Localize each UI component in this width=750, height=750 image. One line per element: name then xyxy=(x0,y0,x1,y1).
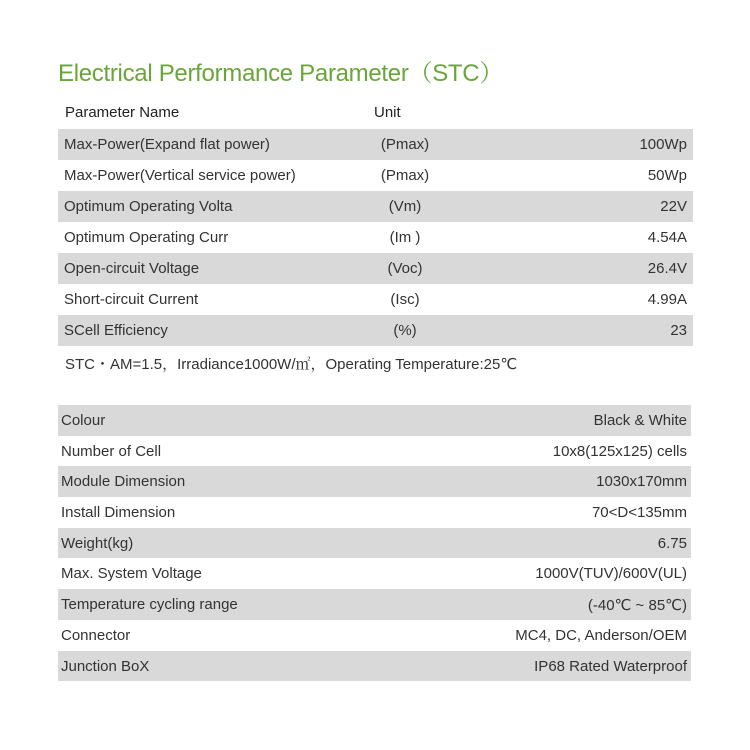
parameter-name: Max-Power(Expand flat power) xyxy=(64,136,270,153)
spec-name: Connector xyxy=(61,626,131,644)
spec-name: Number of Cell xyxy=(61,442,162,460)
header-parameter-name: Parameter Name xyxy=(65,104,180,121)
table-row xyxy=(58,253,693,284)
parameter-unit: (%) xyxy=(393,322,417,339)
spec-value: 1000V(TUV)/600V(UL) xyxy=(535,565,687,583)
parameter-name: Max-Power(Vertical service power) xyxy=(64,167,296,184)
parameter-unit: (Vm) xyxy=(388,198,422,215)
spec-name: Module Dimension xyxy=(61,473,186,491)
table-row xyxy=(58,405,691,436)
table-row xyxy=(58,160,693,191)
table-row xyxy=(58,497,691,528)
spec-value: MC4, DC, Anderson/OEM xyxy=(515,626,687,644)
module-specs-table xyxy=(58,405,691,681)
page-title: Electrical Performance Parameter（STC） xyxy=(58,60,504,87)
table-row xyxy=(58,528,691,559)
spec-name: Colour xyxy=(61,412,106,429)
spec-value: (-40℃ ~ 85℃) xyxy=(587,597,687,615)
parameter-value: 100Wp xyxy=(639,136,687,153)
parameter-value: 50Wp xyxy=(647,167,687,184)
parameter-name: Short-circuit Current xyxy=(64,291,199,308)
spec-value: 1030x170mm xyxy=(596,473,687,491)
electrical-parameters-table xyxy=(58,97,693,346)
spec-value: Black & White xyxy=(593,412,687,429)
spec-name: Temperature cycling range xyxy=(61,596,238,614)
table-header xyxy=(58,97,693,129)
table-row xyxy=(58,436,691,467)
table-row xyxy=(58,191,693,222)
table-row xyxy=(58,620,691,651)
parameter-name: Optimum Operating Volta xyxy=(64,198,233,215)
table-row xyxy=(58,284,693,315)
spec-value: 70<D<135mm xyxy=(591,504,687,522)
table-row xyxy=(58,222,693,253)
parameter-name: Optimum Operating Curr xyxy=(64,229,229,246)
parameter-unit: (Isc) xyxy=(390,291,420,308)
parameter-value: 4.99A xyxy=(647,291,687,308)
parameter-value: 23 xyxy=(670,322,687,339)
parameter-unit: (Pmax) xyxy=(380,136,430,153)
parameter-name: SCell Efficiency xyxy=(64,322,168,339)
spec-value: 6.75 xyxy=(657,534,687,552)
spec-name: Junction BoX xyxy=(61,657,150,675)
parameter-value: 26.4V xyxy=(647,260,687,277)
parameter-name: Open-circuit Voltage xyxy=(64,260,200,277)
table-row xyxy=(58,558,691,589)
table-row xyxy=(58,129,693,160)
spec-name: Weight(kg) xyxy=(61,534,134,552)
stc-footnote: STC・AM=1.5，Irradiance1000W/㎡，Operating Temperature:25℃ xyxy=(65,356,518,373)
spec-name: Install Dimension xyxy=(61,504,176,522)
parameter-value: 4.54A xyxy=(647,229,687,246)
header-unit: Unit xyxy=(374,104,401,121)
spec-value: 10x8(125x125) cells xyxy=(552,442,687,460)
parameter-unit: (Pmax) xyxy=(380,167,430,184)
table-row xyxy=(58,589,691,620)
parameter-value: 22V xyxy=(660,198,687,215)
parameter-unit: (Voc) xyxy=(387,260,423,277)
spec-name: Max. System Voltage xyxy=(61,565,202,583)
parameter-unit: (Im ) xyxy=(389,229,421,246)
spec-value: IP68 Rated Waterproof xyxy=(534,657,687,675)
table-row xyxy=(58,466,691,497)
table-row xyxy=(58,651,691,682)
table-row xyxy=(58,315,693,346)
